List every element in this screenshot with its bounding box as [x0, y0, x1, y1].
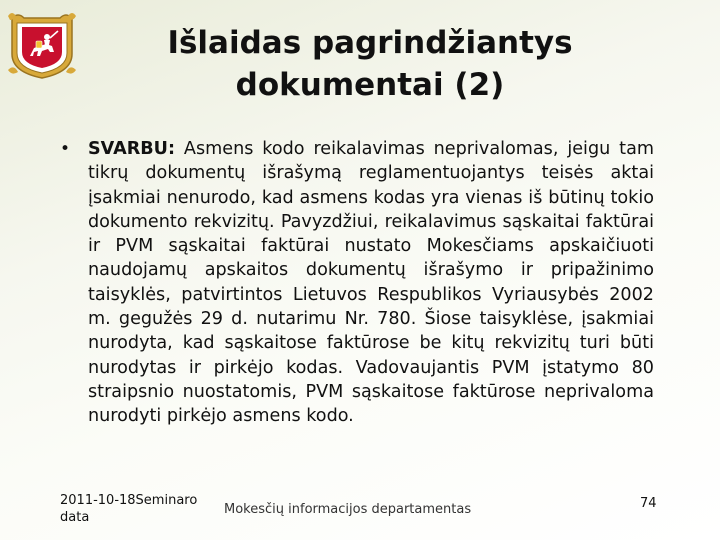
slide-number: 74: [640, 496, 657, 511]
footer-date: 2011-10-18Seminaro data: [60, 493, 198, 525]
slide-title: Išlaidas pagrindžiantys dokumentai (2): [167, 25, 573, 103]
coat-of-arms-icon: [6, 10, 78, 80]
footer-organization: Mokesčių informacijos departamentas: [224, 502, 472, 517]
bullet-text: Asmens kodo reikalavimas neprivalomas, jeigu tam tikrų dokumentų išrašymą reglamentuojantys teisės aktai įsakmiai nenurodo, kad asmens kodas yra vienas iš būtinų tokio dokumento rekvizitų. Pavyzdžiui, reikalavimus sąskaitai faktūrai ir PVM sąskaitai faktūrai nustato Mokesčiams apskaičiuoti naudojamų apskaitos dokumentų išrašymo ir pripažinimo taisyklės, patvirtintos Lietuvos Respublikos Vyriausybės 2002 m. gegužės 29 d. nutarimu Nr. 780. Šiose taisyklėse, įsakmiai nurodyta, kad sąskaitose faktūrose be kitų rekvizitų turi būti nurodytas ir pirkėjo kodas. Vadovaujantis PVM įstatymo 80 straipsnio nuostatomis, PVM sąskaitose faktūrose neprivaloma nurodyti pirkėjo asmens kodo.: [88, 139, 654, 427]
bullet-item: [58, 137, 654, 429]
bullet-dot-icon: •: [60, 139, 71, 159]
bullet-label: SVARBU:: [88, 139, 175, 159]
slide-content: [58, 137, 654, 429]
